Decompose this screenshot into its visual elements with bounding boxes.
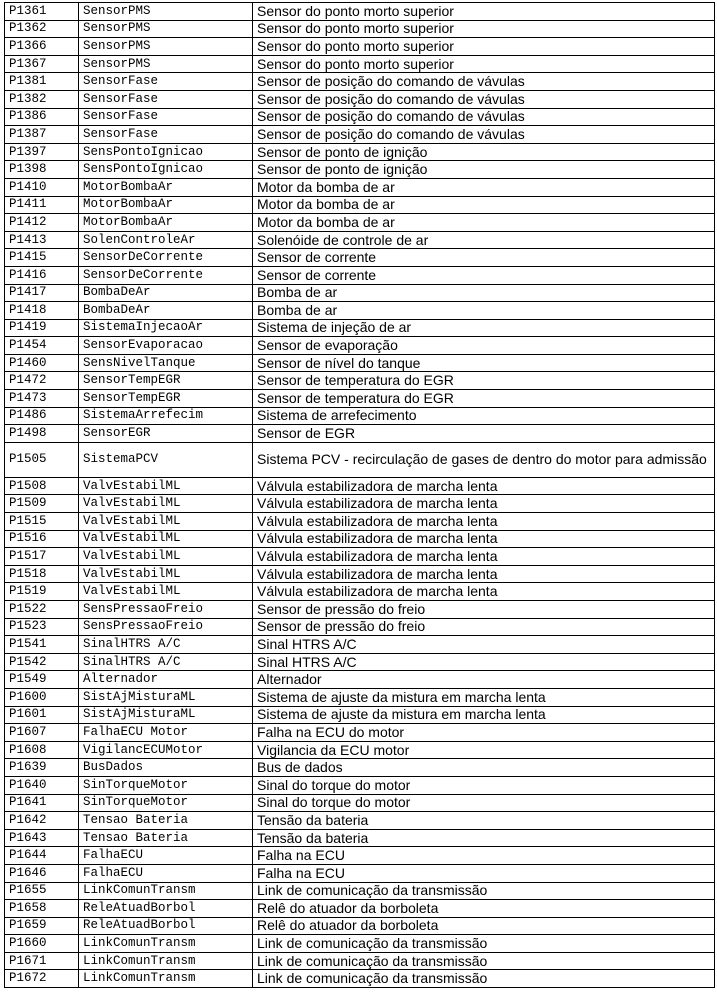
description-cell: Sensor de posição do comando de vávulas: [253, 108, 715, 126]
variable-name-cell: SistemaPCV: [79, 442, 253, 477]
variable-name-cell: LinkComunTransm: [79, 952, 253, 970]
description-cell: Sensor de pressão do freio: [253, 618, 715, 636]
description-cell: Alternador: [253, 671, 715, 689]
table-row: [5, 636, 715, 654]
variable-name-cell: SensorDeCorrente: [79, 266, 253, 284]
fault-code-cell: P1522: [5, 601, 79, 619]
description-cell: Válvula estabilizadora de marcha lenta: [253, 583, 715, 601]
description-cell: Sinal HTRS A/C: [253, 636, 715, 654]
description-cell: Válvula estabilizadora de marcha lenta: [253, 495, 715, 513]
description-cell: Sistema de ajuste da mistura em marcha lenta: [253, 706, 715, 724]
variable-name-cell: SistemaArrefecim: [79, 407, 253, 425]
fault-code-cell: P1542: [5, 653, 79, 671]
fault-code-cell: P1509: [5, 495, 79, 513]
variable-name-cell: LinkComunTransm: [79, 935, 253, 953]
description-cell: Link de comunicação da transmissão: [253, 952, 715, 970]
fault-code-cell: P1601: [5, 706, 79, 724]
variable-name-cell: ReleAtuadBorbol: [79, 917, 253, 935]
table-row: [5, 126, 715, 144]
variable-name-cell: Tensao Bateria: [79, 812, 253, 830]
fault-code-cell: P1646: [5, 864, 79, 882]
description-cell: Sensor do ponto morto superior: [253, 3, 715, 21]
description-cell: Sensor de evaporação: [253, 337, 715, 355]
table-row: [5, 178, 715, 196]
description-cell: Sensor de nível do tanque: [253, 354, 715, 372]
description-cell: Válvula estabilizadora de marcha lenta: [253, 548, 715, 566]
description-cell: Sinal do torque do motor: [253, 776, 715, 794]
variable-name-cell: SensorEvaporacao: [79, 337, 253, 355]
variable-name-cell: SistemaInjecaoAr: [79, 319, 253, 337]
fault-code-cell: P1608: [5, 741, 79, 759]
description-cell: Válvula estabilizadora de marcha lenta: [253, 530, 715, 548]
table-row: [5, 530, 715, 548]
description-cell: Sensor de corrente: [253, 266, 715, 284]
fault-code-cell: P1655: [5, 882, 79, 900]
variable-name-cell: SensorFase: [79, 90, 253, 108]
variable-name-cell: ValvEstabilML: [79, 530, 253, 548]
variable-name-cell: FalhaECU Motor: [79, 724, 253, 742]
description-cell: Link de comunicação da transmissão: [253, 970, 715, 988]
fault-code-cell: P1411: [5, 196, 79, 214]
variable-name-cell: ValvEstabilML: [79, 477, 253, 495]
table-row: [5, 583, 715, 601]
fault-code-cell: P1387: [5, 126, 79, 144]
table-row: [5, 196, 715, 214]
table-row: [5, 407, 715, 425]
fault-code-cell: P1362: [5, 20, 79, 38]
fault-code-cell: P1460: [5, 354, 79, 372]
description-cell: Sensor do ponto morto superior: [253, 20, 715, 38]
variable-name-cell: SensPressaoFreio: [79, 601, 253, 619]
description-cell: Motor da bomba de ar: [253, 196, 715, 214]
fault-code-cell: P1418: [5, 302, 79, 320]
fault-code-rows: [5, 3, 715, 988]
description-cell: Falha na ECU do motor: [253, 724, 715, 742]
variable-name-cell: MotorBombaAr: [79, 178, 253, 196]
table-row: [5, 108, 715, 126]
fault-code-cell: P1382: [5, 90, 79, 108]
table-row: [5, 882, 715, 900]
description-cell: Sensor de posição do comando de vávulas: [253, 126, 715, 144]
description-cell: Válvula estabilizadora de marcha lenta: [253, 477, 715, 495]
table-row: [5, 55, 715, 73]
fault-code-cell: P1498: [5, 425, 79, 443]
table-row: [5, 864, 715, 882]
description-cell: Bomba de ar: [253, 302, 715, 320]
variable-name-cell: ValvEstabilML: [79, 548, 253, 566]
variable-name-cell: VigilancECUMotor: [79, 741, 253, 759]
table-row: [5, 143, 715, 161]
description-cell: Sensor de pressão do freio: [253, 601, 715, 619]
description-cell: Sistema PCV - recirculação de gases de dentro do motor para admissão: [253, 442, 715, 477]
description-cell: Sensor de ponto de ignição: [253, 143, 715, 161]
fault-code-cell: P1639: [5, 759, 79, 777]
fault-code-cell: P1398: [5, 161, 79, 179]
table-row: [5, 302, 715, 320]
fault-code-cell: P1607: [5, 724, 79, 742]
table-row: [5, 900, 715, 918]
description-cell: Sinal HTRS A/C: [253, 653, 715, 671]
fault-code-cell: P1600: [5, 688, 79, 706]
description-cell: Tensão da bateria: [253, 812, 715, 830]
variable-name-cell: SinTorqueMotor: [79, 794, 253, 812]
variable-name-cell: SensorTempEGR: [79, 372, 253, 390]
table-row: [5, 90, 715, 108]
variable-name-cell: Alternador: [79, 671, 253, 689]
table-row: [5, 565, 715, 583]
description-cell: Válvula estabilizadora de marcha lenta: [253, 513, 715, 531]
table-row: [5, 284, 715, 302]
table-row: [5, 319, 715, 337]
description-cell: Falha na ECU: [253, 847, 715, 865]
fault-code-cell: P1643: [5, 829, 79, 847]
variable-name-cell: SinalHTRS A/C: [79, 653, 253, 671]
fault-code-cell: P1516: [5, 530, 79, 548]
variable-name-cell: SensorEGR: [79, 425, 253, 443]
variable-name-cell: SistAjMisturaML: [79, 706, 253, 724]
variable-name-cell: MotorBombaAr: [79, 196, 253, 214]
fault-code-cell: P1486: [5, 407, 79, 425]
fault-code-cell: P1417: [5, 284, 79, 302]
description-cell: Sensor de corrente: [253, 249, 715, 267]
table-row: [5, 706, 715, 724]
variable-name-cell: SistAjMisturaML: [79, 688, 253, 706]
description-cell: Sensor de temperatura do EGR: [253, 372, 715, 390]
table-row: [5, 776, 715, 794]
fault-code-cell: P1397: [5, 143, 79, 161]
fault-code-cell: P1518: [5, 565, 79, 583]
fault-code-cell: P1473: [5, 390, 79, 408]
description-cell: Válvula estabilizadora de marcha lenta: [253, 565, 715, 583]
table-row: [5, 618, 715, 636]
fault-code-cell: P1517: [5, 548, 79, 566]
fault-code-cell: P1642: [5, 812, 79, 830]
variable-name-cell: SensorDeCorrente: [79, 249, 253, 267]
table-row: [5, 442, 715, 477]
variable-name-cell: FalhaECU: [79, 864, 253, 882]
table-row: [5, 20, 715, 38]
fault-code-cell: P1644: [5, 847, 79, 865]
description-cell: Relê do atuador da borboleta: [253, 917, 715, 935]
table-row: [5, 337, 715, 355]
table-row: [5, 73, 715, 91]
description-cell: Sinal do torque do motor: [253, 794, 715, 812]
variable-name-cell: SensorTempEGR: [79, 390, 253, 408]
variable-name-cell: ValvEstabilML: [79, 513, 253, 531]
description-cell: Sensor de temperatura do EGR: [253, 390, 715, 408]
description-cell: Link de comunicação da transmissão: [253, 935, 715, 953]
table-row: [5, 794, 715, 812]
variable-name-cell: SinalHTRS A/C: [79, 636, 253, 654]
variable-name-cell: MotorBombaAr: [79, 214, 253, 232]
fault-code-cell: P1413: [5, 231, 79, 249]
variable-name-cell: ValvEstabilML: [79, 495, 253, 513]
variable-name-cell: SensorFase: [79, 73, 253, 91]
description-cell: Sensor de EGR: [253, 425, 715, 443]
table-row: [5, 812, 715, 830]
table-row: [5, 266, 715, 284]
fault-code-cell: P1472: [5, 372, 79, 390]
table-row: [5, 829, 715, 847]
fault-code-cell: P1361: [5, 3, 79, 21]
variable-name-cell: SolenControleAr: [79, 231, 253, 249]
variable-name-cell: SensorPMS: [79, 20, 253, 38]
variable-name-cell: ValvEstabilML: [79, 565, 253, 583]
fault-code-cell: P1658: [5, 900, 79, 918]
variable-name-cell: SensPressaoFreio: [79, 618, 253, 636]
table-row: [5, 477, 715, 495]
table-row: [5, 390, 715, 408]
table-row: [5, 741, 715, 759]
variable-name-cell: ReleAtuadBorbol: [79, 900, 253, 918]
description-cell: Bomba de ar: [253, 284, 715, 302]
description-cell: Sensor de posição do comando de vávulas: [253, 73, 715, 91]
description-cell: Link de comunicação da transmissão: [253, 882, 715, 900]
description-cell: Motor da bomba de ar: [253, 214, 715, 232]
fault-code-cell: P1660: [5, 935, 79, 953]
description-cell: Sensor do ponto morto superior: [253, 38, 715, 56]
fault-code-cell: P1659: [5, 917, 79, 935]
fault-code-cell: P1508: [5, 477, 79, 495]
description-cell: Vigilancia da ECU motor: [253, 741, 715, 759]
variable-name-cell: BusDados: [79, 759, 253, 777]
table-row: [5, 425, 715, 443]
description-cell: Bus de dados: [253, 759, 715, 777]
variable-name-cell: Tensao Bateria: [79, 829, 253, 847]
description-cell: Sistema de ajuste da mistura em marcha lenta: [253, 688, 715, 706]
fault-code-table: [4, 2, 715, 988]
variable-name-cell: ValvEstabilML: [79, 583, 253, 601]
table-row: [5, 847, 715, 865]
variable-name-cell: SensNivelTanque: [79, 354, 253, 372]
table-row: [5, 653, 715, 671]
fault-code-cell: P1366: [5, 38, 79, 56]
fault-code-cell: P1641: [5, 794, 79, 812]
description-cell: Sistema de arrefecimento: [253, 407, 715, 425]
table-row: [5, 3, 715, 21]
variable-name-cell: SensorPMS: [79, 38, 253, 56]
variable-name-cell: LinkComunTransm: [79, 970, 253, 988]
variable-name-cell: SensPontoIgnicao: [79, 143, 253, 161]
description-cell: Sistema de injeção de ar: [253, 319, 715, 337]
variable-name-cell: SensorPMS: [79, 3, 253, 21]
variable-name-cell: BombaDeAr: [79, 302, 253, 320]
description-cell: Tensão da bateria: [253, 829, 715, 847]
description-cell: Sensor de ponto de ignição: [253, 161, 715, 179]
fault-code-cell: P1419: [5, 319, 79, 337]
variable-name-cell: BombaDeAr: [79, 284, 253, 302]
fault-code-cell: P1381: [5, 73, 79, 91]
table-row: [5, 231, 715, 249]
fault-code-cell: P1640: [5, 776, 79, 794]
description-cell: Motor da bomba de ar: [253, 178, 715, 196]
fault-code-cell: P1386: [5, 108, 79, 126]
fault-code-cell: P1519: [5, 583, 79, 601]
fault-code-cell: P1416: [5, 266, 79, 284]
table-row: [5, 249, 715, 267]
description-cell: Sensor do ponto morto superior: [253, 55, 715, 73]
table-row: [5, 601, 715, 619]
table-row: [5, 548, 715, 566]
table-row: [5, 759, 715, 777]
variable-name-cell: SensorPMS: [79, 55, 253, 73]
variable-name-cell: SinTorqueMotor: [79, 776, 253, 794]
fault-code-cell: P1367: [5, 55, 79, 73]
table-row: [5, 372, 715, 390]
fault-code-cell: P1541: [5, 636, 79, 654]
table-row: [5, 495, 715, 513]
table-row: [5, 38, 715, 56]
variable-name-cell: LinkComunTransm: [79, 882, 253, 900]
table-row: [5, 917, 715, 935]
variable-name-cell: FalhaECU: [79, 847, 253, 865]
description-cell: Sensor de posição do comando de vávulas: [253, 90, 715, 108]
table-row: [5, 214, 715, 232]
fault-code-cell: P1671: [5, 952, 79, 970]
variable-name-cell: SensPontoIgnicao: [79, 161, 253, 179]
table-row: [5, 724, 715, 742]
fault-code-cell: P1523: [5, 618, 79, 636]
variable-name-cell: SensorFase: [79, 126, 253, 144]
table-row: [5, 970, 715, 988]
fault-code-cell: P1505: [5, 442, 79, 477]
table-row: [5, 513, 715, 531]
table-row: [5, 354, 715, 372]
description-cell: Relê do atuador da borboleta: [253, 900, 715, 918]
table-row: [5, 952, 715, 970]
variable-name-cell: SensorFase: [79, 108, 253, 126]
fault-code-cell: P1515: [5, 513, 79, 531]
table-row: [5, 671, 715, 689]
table-row: [5, 935, 715, 953]
fault-code-cell: P1549: [5, 671, 79, 689]
description-cell: Solenóide de controle de ar: [253, 231, 715, 249]
fault-code-cell: P1412: [5, 214, 79, 232]
fault-code-cell: P1410: [5, 178, 79, 196]
description-cell: Falha na ECU: [253, 864, 715, 882]
table-row: [5, 161, 715, 179]
fault-code-cell: P1454: [5, 337, 79, 355]
fault-code-cell: P1672: [5, 970, 79, 988]
fault-code-cell: P1415: [5, 249, 79, 267]
table-row: [5, 688, 715, 706]
